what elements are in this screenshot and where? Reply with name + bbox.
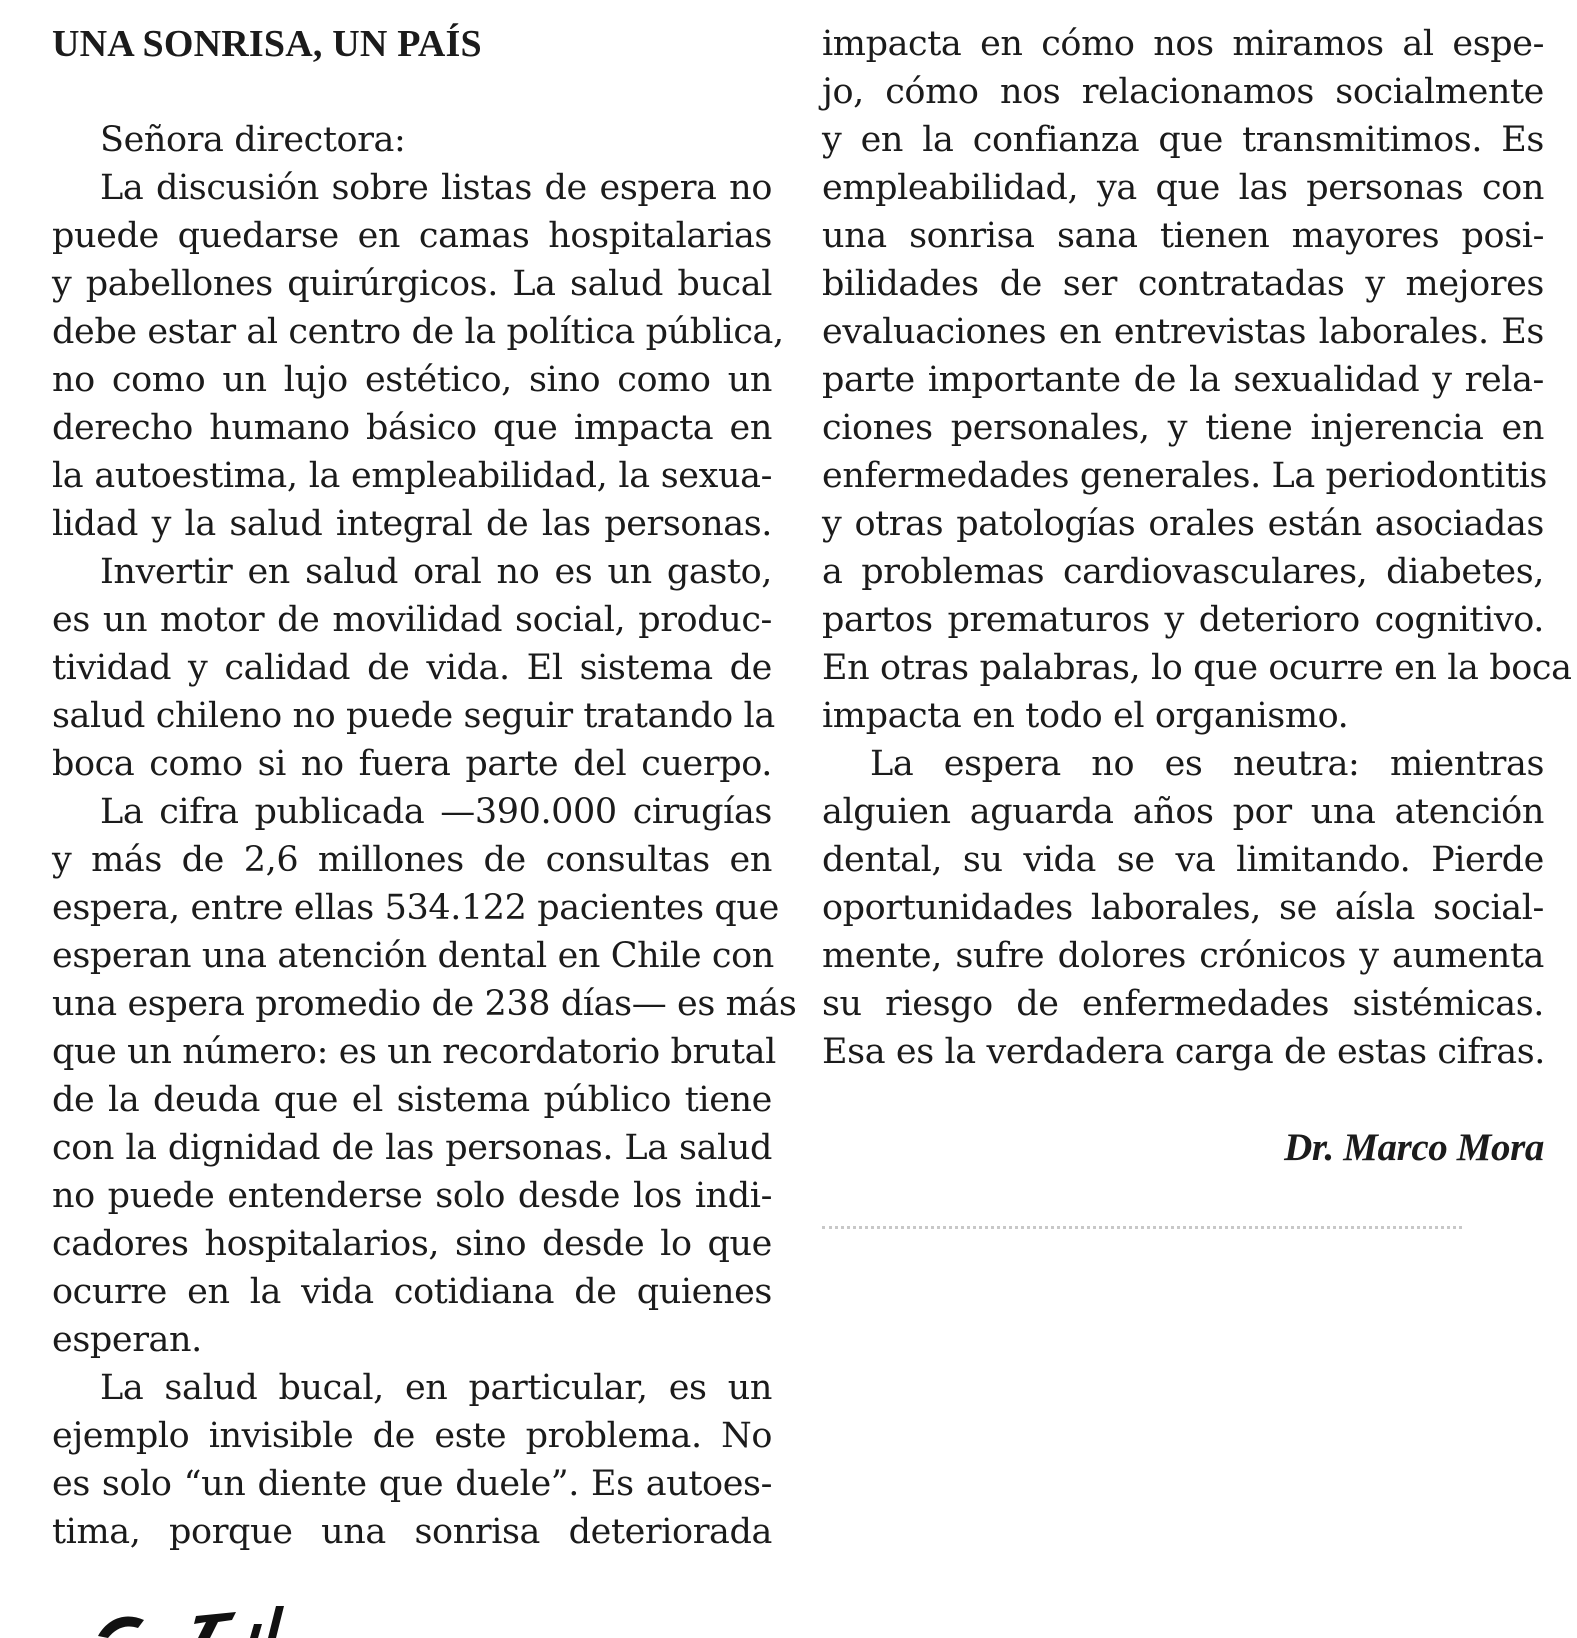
body-line: no como un lujo estético, sino como un [52,360,772,400]
body-line: no puede entenderse solo desde los indi- [52,1176,772,1216]
body-line: derecho humano básico que impacta en [52,408,772,448]
body-line: tima, porque una sonrisa deteriorada [52,1512,772,1552]
letter-title: UNA SONRISA, UN PAÍS [52,23,482,65]
body-line: puede quedarse en camas hospitalarias [52,216,772,256]
body-line: En otras palabras, lo que ocurre en la boca [822,648,1572,688]
body-line: jo, cómo nos relacionamos socialmente [822,72,1544,112]
body-line: y pabellones quirúrgicos. La salud bucal [52,264,772,304]
body-line: y en la confianza que transmitimos. Es [822,120,1544,160]
letter-column-right [822,20,1572,1172]
body-line: tividad y calidad de vida. El sistema de [52,648,772,688]
body-line: mente, sufre dolores crónicos y aumenta [822,936,1544,976]
spacer [52,68,772,116]
body-line: espera, entre ellas 534.122 pacientes que [52,888,779,928]
body-line: dental, su vida se va limitando. Pierde [822,840,1544,880]
body-line: Invertir en salud oral no es un gasto, [100,552,772,592]
body-line: debe estar al centro de la política pública, [52,312,784,352]
body-line: cadores hospitalarios, sino desde lo que [52,1224,772,1264]
body-line: que un número: es un recordatorio brutal [52,1032,776,1072]
body-line: boca como si no fuera parte del cuerpo. [52,744,772,784]
letter-signature: Dr. Marco Mora [1284,1126,1544,1169]
body-line: impacta en cómo nos miramos al espe- [822,24,1544,64]
body-line: partos prematuros y deterioro cognitivo. [822,600,1544,640]
letter-column-left [52,20,797,1556]
body-line: es solo “un diente que duele”. Es autoes- [52,1464,772,1504]
body-line: impacta en todo el organismo. [822,696,1349,736]
body-line: La discusión sobre listas de espera no [100,168,772,208]
body-line: ciones personales, y tiene injerencia en [822,408,1544,448]
body-line: ejemplo invisible de este problema. No [52,1416,772,1456]
body-line: empleabilidad, ya que las personas con [822,168,1544,208]
body-line: Esa es la verdadera carga de estas cifras. [822,1032,1545,1072]
body-line: una sonrisa sana tienen mayores posi- [822,216,1544,256]
body-line: enfermedades generales. La periodontitis [822,456,1547,496]
salutation: Señora directora: [100,120,406,160]
body-line: esperan. [52,1320,202,1360]
body-line: a problemas cardiovasculares, diabetes, [822,552,1544,592]
body-line: y otras patologías orales están asociadas [822,504,1544,544]
body-line: parte importante de la sexualidad y rela- [822,360,1544,400]
body-line: su riesgo de enfermedades sistémicas. [822,984,1544,1024]
body-line: La espera no es neutra: mientras [870,744,1544,784]
body-line: de la deuda que el sistema público tiene [52,1080,772,1120]
body-line: oportunidades laborales, se aísla social- [822,888,1544,928]
body-line: la autoestima, la empleabilidad, la sexua- [52,456,772,496]
body-line: es un motor de movilidad social, produc- [52,600,772,640]
body-line: y más de 2,6 millones de consultas en [52,840,772,880]
body-line: salud chileno no puede seguir tratando la [52,696,775,736]
cut-off-masthead-fragment [86,1598,336,1638]
body-line: bilidades de ser contratadas y mejores [822,264,1544,304]
body-line: lidad y la salud integral de las personas. [52,504,772,544]
body-line: esperan una atención dental en Chile con [52,936,774,976]
body-line: con la dignidad de las personas. La salud [52,1128,772,1168]
body-line: La cifra publicada —390.000 cirugías [100,792,772,832]
body-line: La salud bucal, en particular, es un [100,1368,772,1408]
body-line: ocurre en la vida cotidiana de quienes [52,1272,772,1312]
body-line: evaluaciones en entrevistas laborales. Es [822,312,1544,352]
section-divider [822,1226,1462,1229]
body-line: alguien aguarda años por una atención [822,792,1544,832]
masthead-glyphs-icon [86,1598,336,1638]
body-line: una espera promedio de 238 días— es más [52,984,797,1024]
